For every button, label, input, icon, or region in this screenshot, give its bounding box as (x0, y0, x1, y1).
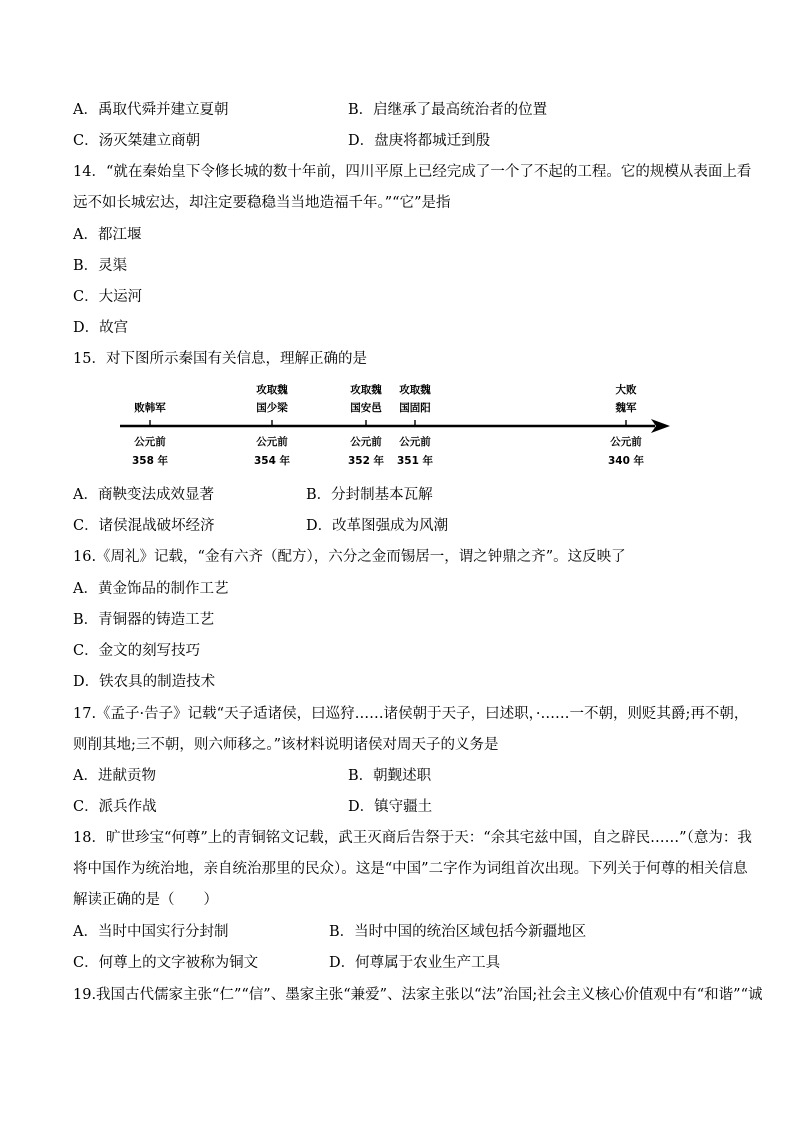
timeline-event-label-top: 攻取魏 (256, 384, 288, 396)
timeline-year-label: 354 年 (253, 455, 291, 467)
q13-option-c[interactable]: C．汤灭桀建立商朝 (73, 133, 201, 149)
timeline-event-label-bottom: 国少梁 (256, 402, 288, 414)
q13-option-a[interactable]: A．禹取代舜并建立夏朝 (73, 102, 229, 118)
q14-option-c[interactable]: C．大运河 (73, 289, 143, 305)
timeline-event-label-top: 大败 (615, 384, 637, 396)
q18-option-a[interactable]: A．当时中国实行分封制 (73, 924, 229, 940)
timeline-year-label: 352 年 (347, 455, 385, 467)
q18-option-b[interactable]: B．当时中国的统治区域包括今新疆地区 (329, 924, 587, 940)
timeline-figure (0, 374, 793, 484)
q17-option-c[interactable]: C．派兵作战 (73, 799, 157, 815)
timeline-year-prefix: 公元前 (399, 436, 431, 448)
q17-option-d[interactable]: D．镇守疆土 (348, 799, 433, 815)
timeline-event-label-bottom: 败韩军 (134, 402, 166, 414)
q15-option-a[interactable]: A．商鞅变法成效显著 (73, 487, 214, 503)
q16-option-d[interactable]: D．铁农具的制造技术 (73, 674, 216, 690)
timeline-year-prefix: 公元前 (610, 436, 642, 448)
q15-option-d[interactable]: D．改革图强成为风潮 (306, 518, 449, 534)
q17-option-a[interactable]: A．进献贡物 (73, 768, 156, 784)
q16-option-a[interactable]: A．黄金饰品的制作工艺 (73, 581, 229, 597)
q18-stem-line2: 将中国作为统治地，亲自统治那里的民众）。这是“中国”二字作为词组首次出现。下列关于何尊的相关信息 (73, 861, 748, 877)
timeline-event-label-bottom: 国固阳 (399, 402, 431, 414)
q17-stem-line2: 则削其地;三不朝，则六师移之。”该材料说明诸侯对周天子的义务是 (73, 737, 499, 753)
q18-option-c[interactable]: C．何尊上的文字被称为铜文 (73, 955, 259, 971)
q14-stem-line2: 远不如长城宏达，却注定要稳稳当当地造福千年。”“它”是指 (73, 195, 451, 211)
timeline-event-label-bottom: 国安邑 (350, 402, 382, 414)
q13-option-b[interactable]: B．启继承了最高统治者的位置 (348, 102, 548, 118)
timeline-year-prefix: 公元前 (350, 436, 382, 448)
q17-option-b[interactable]: B．朝觐述职 (348, 768, 432, 784)
timeline-year-prefix: 公元前 (256, 436, 288, 448)
q16-option-b[interactable]: B．青铜器的铸造工艺 (73, 612, 215, 628)
timeline-year-prefix: 公元前 (134, 436, 166, 448)
q13-option-d[interactable]: D．盘庚将都城迁到殷 (348, 133, 491, 149)
timeline-event-label-bottom: 魏军 (615, 402, 637, 414)
timeline-year-label: 358 年 (131, 455, 169, 467)
q19-stem-line1: 19.我国古代儒家主张“仁”“信”、墨家主张“兼爱”、法家主张以“法”治国;社会主义核心价值观中有“和谐”“诚 (73, 987, 763, 1003)
q16-option-c[interactable]: C．金文的刻写技巧 (73, 643, 201, 659)
q15-option-b[interactable]: B．分封制基本瓦解 (306, 487, 433, 503)
q15-option-c[interactable]: C．诸侯混战破坏经济 (73, 518, 215, 534)
timeline-event-label-top: 攻取魏 (399, 384, 431, 396)
q15-stem: 15．对下图所示秦国有关信息，理解正确的是 (73, 351, 367, 367)
q16-stem: 16.《周礼》记载，“金有六齐（配方），六分之金而锡居一，谓之钟鼎之齐”。这反映了 (73, 549, 626, 565)
q18-option-d[interactable]: D．何尊属于农业生产工具 (329, 955, 501, 971)
q18-stem-line3: 解读正确的是（ ） (73, 892, 218, 908)
timeline-year-label: 340 年 (607, 455, 645, 467)
q14-option-b[interactable]: B．灵渠 (73, 258, 128, 274)
q14-option-a[interactable]: A．都江堰 (73, 227, 142, 243)
q17-stem-line1: 17.《孟子·告子》记载“天子适诸侯，曰巡狩……诸侯朝于天子，曰述职，·……一不朝，则贬其爵;再不朝， (73, 706, 749, 722)
q14-stem-line1: 14．“就在秦始皇下令修长城的数十年前，四川平原上已经完成了一个了不起的工程。它的规模从表面上看 (73, 164, 752, 180)
q14-option-d[interactable]: D．故宫 (73, 320, 129, 336)
q18-stem-line1: 18．旷世珍宝“何尊”上的青铜铭文记载，武王灭商后告祭于天：“余其宅兹中国，自之辟民……”（意为：我 (73, 830, 752, 846)
timeline-event-label-top: 攻取魏 (350, 384, 382, 396)
timeline-year-label: 351 年 (396, 455, 434, 467)
